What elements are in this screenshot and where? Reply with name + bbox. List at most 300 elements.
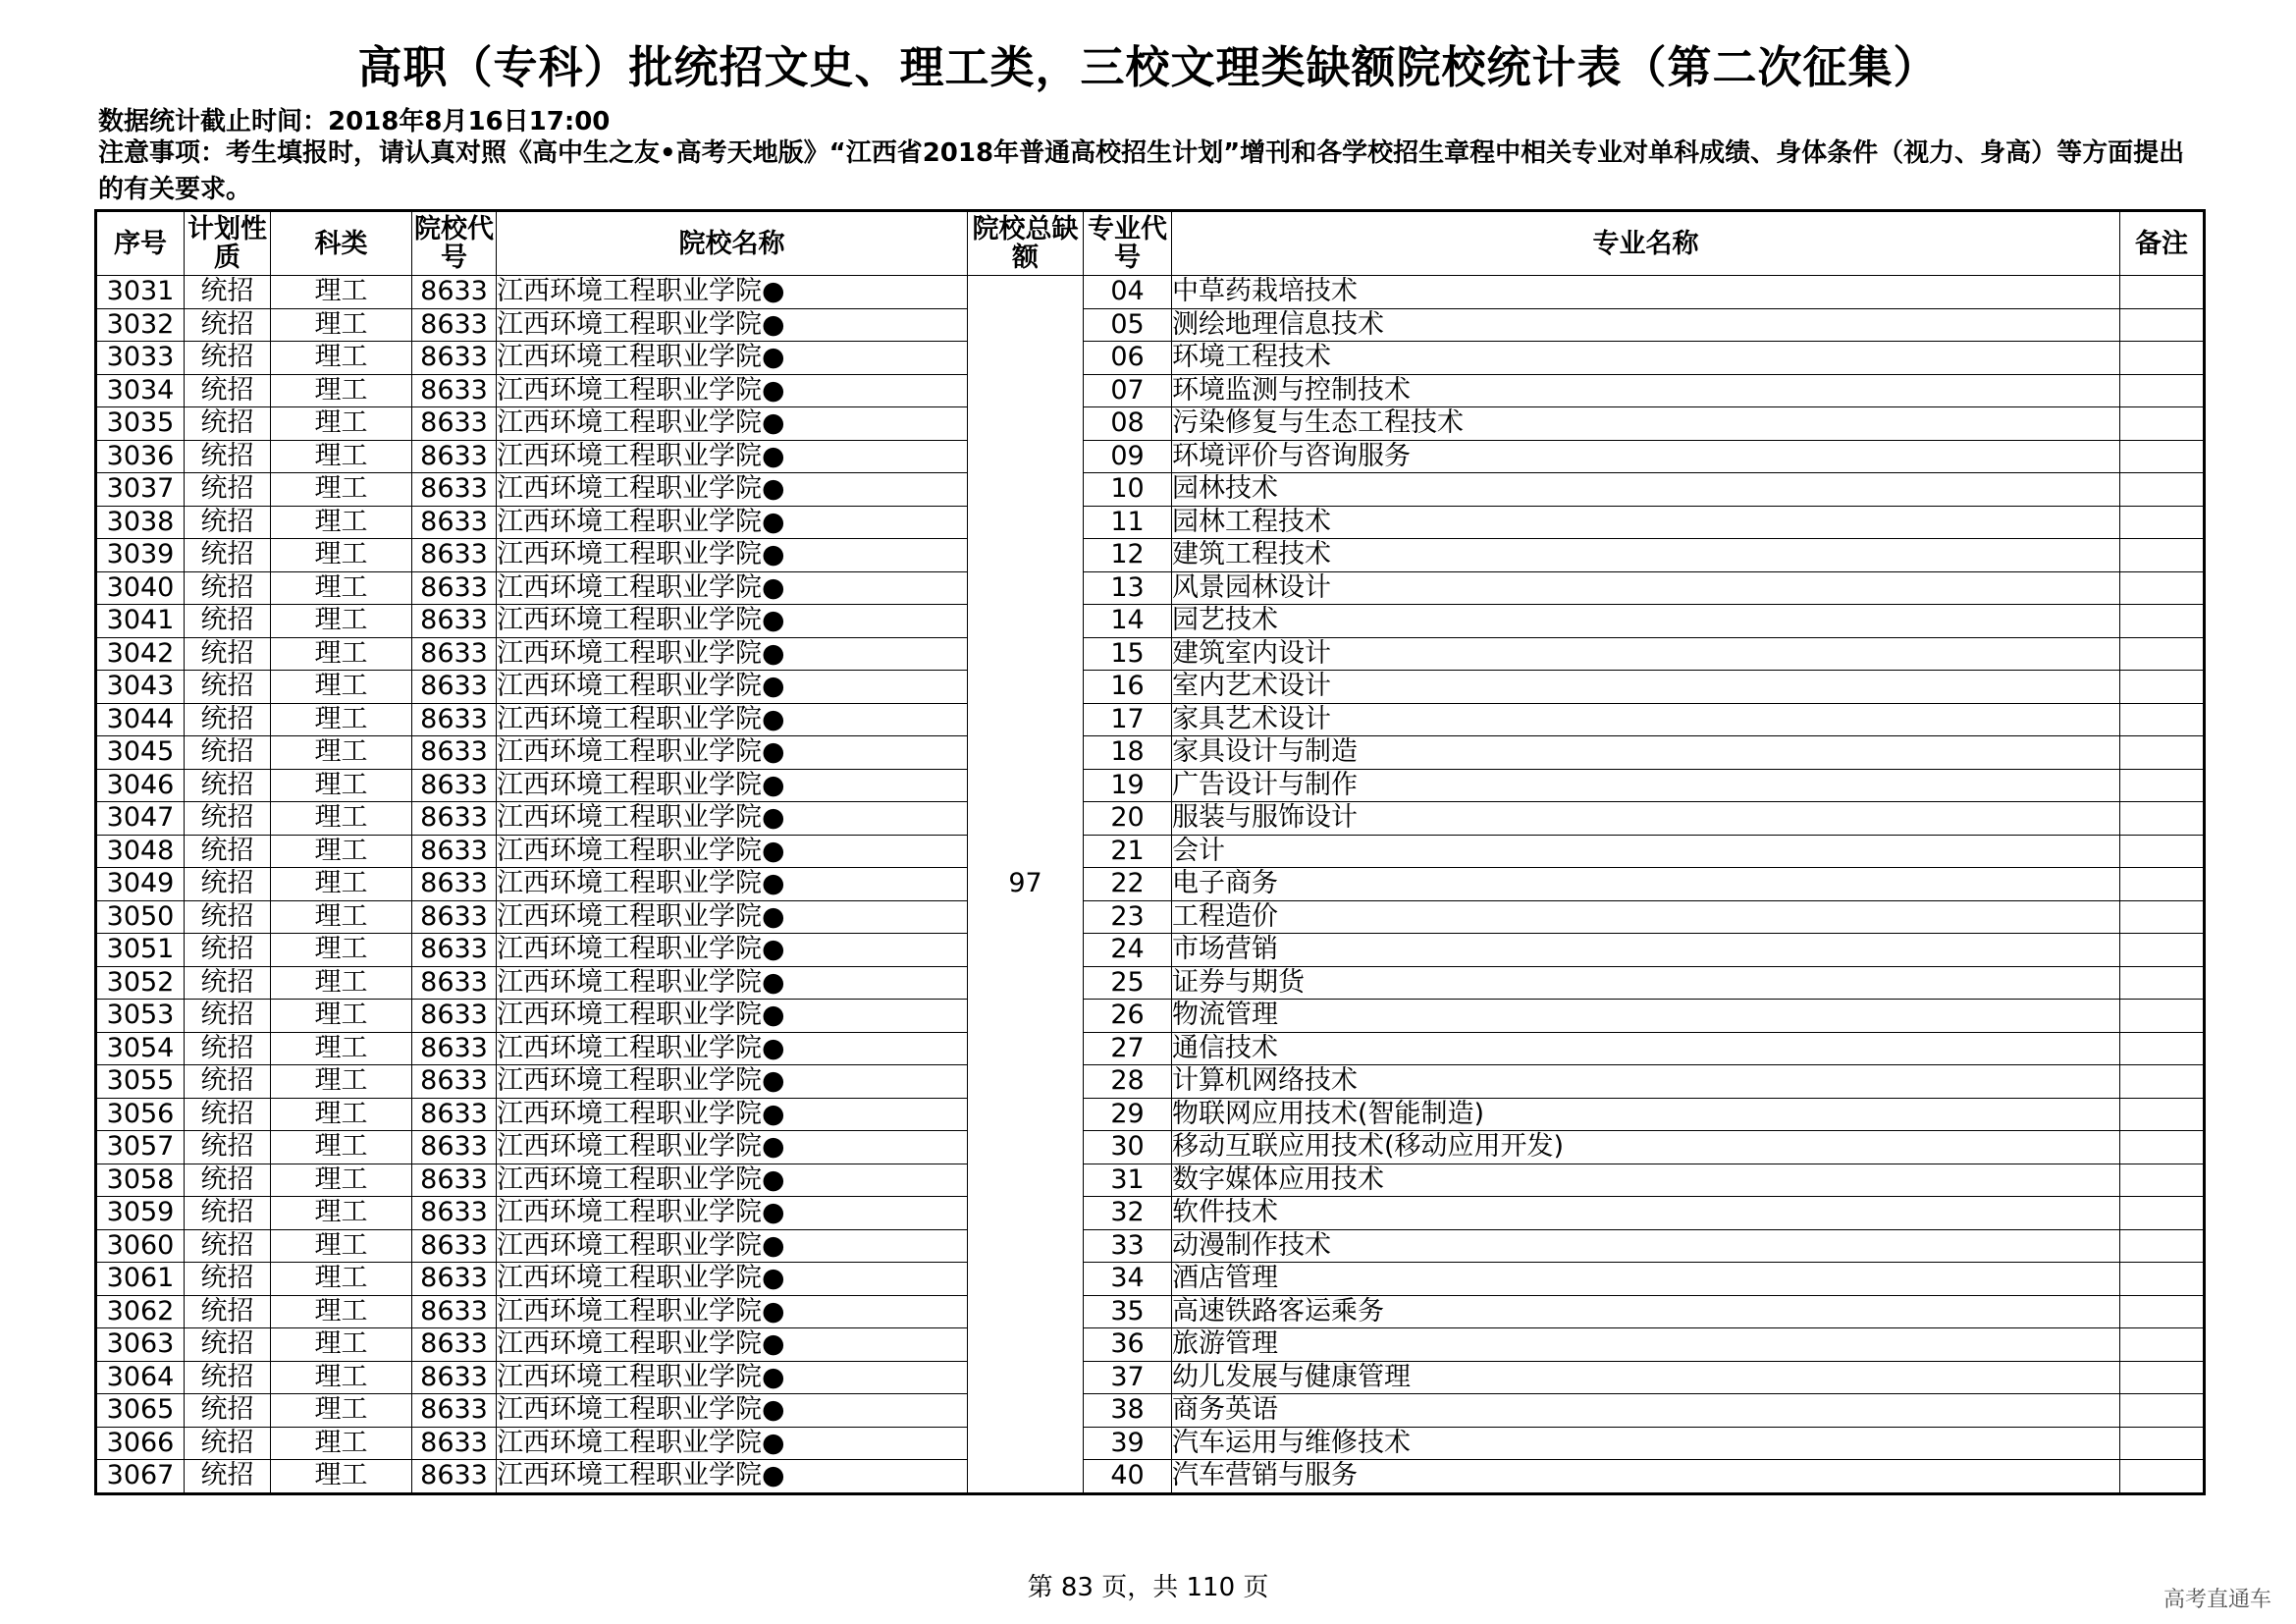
plan-cell: 统招 bbox=[185, 868, 271, 901]
major-name-cell: 酒店管理 bbox=[1172, 1263, 2120, 1296]
major-code-cell: 34 bbox=[1084, 1263, 1172, 1296]
seq-cell: 3042 bbox=[96, 637, 185, 671]
header-school-code: 院校代号 bbox=[412, 211, 497, 276]
seq-cell: 3056 bbox=[96, 1098, 185, 1131]
category-cell: 理工 bbox=[271, 769, 412, 802]
remark-cell bbox=[2120, 1164, 2205, 1197]
seq-cell: 3055 bbox=[96, 1065, 185, 1099]
school-code-cell: 8633 bbox=[412, 868, 497, 901]
school-name-cell: 江西环境工程职业学院● bbox=[497, 1131, 968, 1164]
category-cell: 理工 bbox=[271, 571, 412, 605]
category-cell: 理工 bbox=[271, 1328, 412, 1362]
remark-cell bbox=[2120, 1197, 2205, 1230]
seq-cell: 3060 bbox=[96, 1229, 185, 1263]
major-code-cell: 06 bbox=[1084, 342, 1172, 375]
major-code-cell: 38 bbox=[1084, 1394, 1172, 1428]
school-code-cell: 8633 bbox=[412, 1000, 497, 1033]
table-row bbox=[96, 966, 2205, 1000]
plan-cell: 统招 bbox=[185, 1164, 271, 1197]
table-row bbox=[96, 934, 2205, 967]
plan-cell: 统招 bbox=[185, 835, 271, 868]
category-cell: 理工 bbox=[271, 1164, 412, 1197]
category-cell: 理工 bbox=[271, 1263, 412, 1296]
school-code-cell: 8633 bbox=[412, 440, 497, 473]
seq-cell: 3043 bbox=[96, 671, 185, 704]
remark-cell bbox=[2120, 605, 2205, 638]
school-name-cell: 江西环境工程职业学院● bbox=[497, 1328, 968, 1362]
remark-cell bbox=[2120, 934, 2205, 967]
category-cell: 理工 bbox=[271, 835, 412, 868]
school-code-cell: 8633 bbox=[412, 671, 497, 704]
school-code-cell: 8633 bbox=[412, 900, 497, 934]
header-plan: 计划性质 bbox=[185, 211, 271, 276]
category-cell: 理工 bbox=[271, 671, 412, 704]
remark-cell bbox=[2120, 342, 2205, 375]
table-row bbox=[96, 671, 2205, 704]
seq-cell: 3046 bbox=[96, 769, 185, 802]
seq-cell: 3065 bbox=[96, 1394, 185, 1428]
category-cell: 理工 bbox=[271, 736, 412, 770]
major-code-cell: 04 bbox=[1084, 276, 1172, 309]
table-row bbox=[96, 571, 2205, 605]
category-cell: 理工 bbox=[271, 473, 412, 507]
school-code-cell: 8633 bbox=[412, 473, 497, 507]
seq-cell: 3040 bbox=[96, 571, 185, 605]
major-code-cell: 27 bbox=[1084, 1032, 1172, 1065]
plan-cell: 统招 bbox=[185, 276, 271, 309]
school-name-cell: 江西环境工程职业学院● bbox=[497, 1032, 968, 1065]
seq-cell: 3066 bbox=[96, 1427, 185, 1460]
table-row bbox=[96, 802, 2205, 836]
major-code-cell: 17 bbox=[1084, 703, 1172, 736]
plan-cell: 统招 bbox=[185, 802, 271, 836]
seq-cell: 3041 bbox=[96, 605, 185, 638]
seq-cell: 3047 bbox=[96, 802, 185, 836]
table-row bbox=[96, 1263, 2205, 1296]
major-code-cell: 14 bbox=[1084, 605, 1172, 638]
major-name-cell: 旅游管理 bbox=[1172, 1328, 2120, 1362]
major-code-cell: 20 bbox=[1084, 802, 1172, 836]
school-name-cell: 江西环境工程职业学院● bbox=[497, 802, 968, 836]
major-name-cell: 建筑工程技术 bbox=[1172, 539, 2120, 572]
remark-cell bbox=[2120, 835, 2205, 868]
remark-cell bbox=[2120, 440, 2205, 473]
school-code-cell: 8633 bbox=[412, 802, 497, 836]
school-code-cell: 8633 bbox=[412, 1328, 497, 1362]
school-code-cell: 8633 bbox=[412, 1098, 497, 1131]
plan-cell: 统招 bbox=[185, 1328, 271, 1362]
school-name-cell: 江西环境工程职业学院● bbox=[497, 407, 968, 441]
school-name-cell: 江西环境工程职业学院● bbox=[497, 1427, 968, 1460]
category-cell: 理工 bbox=[271, 966, 412, 1000]
school-name-cell: 江西环境工程职业学院● bbox=[497, 1394, 968, 1428]
page-title: 高职（专科）批统招文史、理工类，三校文理类缺额院校统计表（第二次征集） bbox=[357, 41, 1939, 93]
major-name-cell: 移动互联应用技术(移动应用开发) bbox=[1172, 1131, 2120, 1164]
school-name-cell: 江西环境工程职业学院● bbox=[497, 506, 968, 539]
plan-cell: 统招 bbox=[185, 473, 271, 507]
category-cell: 理工 bbox=[271, 1098, 412, 1131]
school-name-cell: 江西环境工程职业学院● bbox=[497, 1164, 968, 1197]
major-name-cell: 园林技术 bbox=[1172, 473, 2120, 507]
plan-cell: 统招 bbox=[185, 1427, 271, 1460]
category-cell: 理工 bbox=[271, 934, 412, 967]
major-code-cell: 30 bbox=[1084, 1131, 1172, 1164]
table-row bbox=[96, 440, 2205, 473]
school-name-cell: 江西环境工程职业学院● bbox=[497, 671, 968, 704]
school-code-cell: 8633 bbox=[412, 934, 497, 967]
table-header-row bbox=[96, 211, 2205, 276]
plan-cell: 统招 bbox=[185, 1131, 271, 1164]
table-row bbox=[96, 1427, 2205, 1460]
school-code-cell: 8633 bbox=[412, 276, 497, 309]
major-name-cell: 家具艺术设计 bbox=[1172, 703, 2120, 736]
major-name-cell: 测绘地理信息技术 bbox=[1172, 308, 2120, 342]
plan-cell: 统招 bbox=[185, 1361, 271, 1394]
school-code-cell: 8633 bbox=[412, 835, 497, 868]
school-code-cell: 8633 bbox=[412, 1065, 497, 1099]
major-name-cell: 建筑室内设计 bbox=[1172, 637, 2120, 671]
seq-cell: 3039 bbox=[96, 539, 185, 572]
category-cell: 理工 bbox=[271, 1394, 412, 1428]
plan-cell: 统招 bbox=[185, 506, 271, 539]
school-name-cell: 江西环境工程职业学院● bbox=[497, 308, 968, 342]
remark-cell bbox=[2120, 1427, 2205, 1460]
school-code-cell: 8633 bbox=[412, 374, 497, 407]
school-name-cell: 江西环境工程职业学院● bbox=[497, 1361, 968, 1394]
table-row bbox=[96, 1328, 2205, 1362]
school-name-cell: 江西环境工程职业学院● bbox=[497, 276, 968, 309]
major-code-cell: 26 bbox=[1084, 1000, 1172, 1033]
table-row bbox=[96, 1295, 2205, 1328]
school-name-cell: 江西环境工程职业学院● bbox=[497, 1065, 968, 1099]
category-cell: 理工 bbox=[271, 1131, 412, 1164]
major-name-cell: 计算机网络技术 bbox=[1172, 1065, 2120, 1099]
major-name-cell: 商务英语 bbox=[1172, 1394, 2120, 1428]
seq-cell: 3031 bbox=[96, 276, 185, 309]
seq-cell: 3049 bbox=[96, 868, 185, 901]
major-code-cell: 23 bbox=[1084, 900, 1172, 934]
school-name-cell: 江西环境工程职业学院● bbox=[497, 1295, 968, 1328]
school-code-cell: 8633 bbox=[412, 1032, 497, 1065]
plan-cell: 统招 bbox=[185, 571, 271, 605]
major-name-cell: 物联网应用技术(智能制造) bbox=[1172, 1098, 2120, 1131]
school-name-cell: 江西环境工程职业学院● bbox=[497, 342, 968, 375]
seq-cell: 3037 bbox=[96, 473, 185, 507]
major-name-cell: 高速铁路客运乘务 bbox=[1172, 1295, 2120, 1328]
seq-cell: 3035 bbox=[96, 407, 185, 441]
plan-cell: 统招 bbox=[185, 1098, 271, 1131]
remark-cell bbox=[2120, 506, 2205, 539]
major-name-cell: 环境评价与咨询服务 bbox=[1172, 440, 2120, 473]
remark-cell bbox=[2120, 1229, 2205, 1263]
category-cell: 理工 bbox=[271, 1065, 412, 1099]
major-code-cell: 05 bbox=[1084, 308, 1172, 342]
category-cell: 理工 bbox=[271, 605, 412, 638]
major-name-cell: 风景园林设计 bbox=[1172, 571, 2120, 605]
school-name-cell: 江西环境工程职业学院● bbox=[497, 736, 968, 770]
school-name-cell: 江西环境工程职业学院● bbox=[497, 571, 968, 605]
remark-cell bbox=[2120, 539, 2205, 572]
table-row bbox=[96, 868, 2205, 901]
major-code-cell: 25 bbox=[1084, 966, 1172, 1000]
table-row bbox=[96, 900, 2205, 934]
school-name-cell: 江西环境工程职业学院● bbox=[497, 835, 968, 868]
plan-cell: 统招 bbox=[185, 966, 271, 1000]
school-name-cell: 江西环境工程职业学院● bbox=[497, 900, 968, 934]
school-name-cell: 江西环境工程职业学院● bbox=[497, 1000, 968, 1033]
remark-cell bbox=[2120, 1295, 2205, 1328]
major-code-cell: 36 bbox=[1084, 1328, 1172, 1362]
plan-cell: 统招 bbox=[185, 1229, 271, 1263]
category-cell: 理工 bbox=[271, 342, 412, 375]
school-name-cell: 江西环境工程职业学院● bbox=[497, 1263, 968, 1296]
major-code-cell: 28 bbox=[1084, 1065, 1172, 1099]
major-name-cell: 通信技术 bbox=[1172, 1032, 2120, 1065]
major-code-cell: 29 bbox=[1084, 1098, 1172, 1131]
seq-cell: 3048 bbox=[96, 835, 185, 868]
plan-cell: 统招 bbox=[185, 342, 271, 375]
school-name-cell: 江西环境工程职业学院● bbox=[497, 1229, 968, 1263]
seq-cell: 3064 bbox=[96, 1361, 185, 1394]
remark-cell bbox=[2120, 374, 2205, 407]
school-name-cell: 江西环境工程职业学院● bbox=[497, 703, 968, 736]
table-row bbox=[96, 1098, 2205, 1131]
remark-cell bbox=[2120, 1394, 2205, 1428]
plan-cell: 统招 bbox=[185, 900, 271, 934]
page-footer: 第 83 页，共 110 页 bbox=[1027, 1573, 1269, 1602]
school-code-cell: 8633 bbox=[412, 1295, 497, 1328]
major-code-cell: 33 bbox=[1084, 1229, 1172, 1263]
category-cell: 理工 bbox=[271, 1361, 412, 1394]
table-row bbox=[96, 539, 2205, 572]
school-name-cell: 江西环境工程职业学院● bbox=[497, 966, 968, 1000]
major-code-cell: 21 bbox=[1084, 835, 1172, 868]
school-code-cell: 8633 bbox=[412, 1394, 497, 1428]
header-seq: 序号 bbox=[96, 211, 185, 276]
plan-cell: 统招 bbox=[185, 1394, 271, 1428]
vacancy-table bbox=[94, 209, 2206, 1495]
plan-cell: 统招 bbox=[185, 1460, 271, 1494]
major-code-cell: 24 bbox=[1084, 934, 1172, 967]
major-name-cell: 工程造价 bbox=[1172, 900, 2120, 934]
school-name-cell: 江西环境工程职业学院● bbox=[497, 473, 968, 507]
school-code-cell: 8633 bbox=[412, 1460, 497, 1494]
school-code-cell: 8633 bbox=[412, 605, 497, 638]
category-cell: 理工 bbox=[271, 900, 412, 934]
school-name-cell: 江西环境工程职业学院● bbox=[497, 440, 968, 473]
school-code-cell: 8633 bbox=[412, 736, 497, 770]
school-code-cell: 8633 bbox=[412, 571, 497, 605]
category-cell: 理工 bbox=[271, 407, 412, 441]
plan-cell: 统招 bbox=[185, 440, 271, 473]
major-name-cell: 园艺技术 bbox=[1172, 605, 2120, 638]
major-name-cell: 软件技术 bbox=[1172, 1197, 2120, 1230]
remark-cell bbox=[2120, 1000, 2205, 1033]
major-name-cell: 污染修复与生态工程技术 bbox=[1172, 407, 2120, 441]
header-school-name: 院校名称 bbox=[497, 211, 968, 276]
major-code-cell: 13 bbox=[1084, 571, 1172, 605]
category-cell: 理工 bbox=[271, 1295, 412, 1328]
category-cell: 理工 bbox=[271, 374, 412, 407]
table-row bbox=[96, 276, 2205, 309]
category-cell: 理工 bbox=[271, 703, 412, 736]
school-code-cell: 8633 bbox=[412, 308, 497, 342]
remark-cell bbox=[2120, 900, 2205, 934]
table-row bbox=[96, 703, 2205, 736]
header-major-name: 专业名称 bbox=[1172, 211, 2120, 276]
table-row bbox=[96, 835, 2205, 868]
seq-cell: 3054 bbox=[96, 1032, 185, 1065]
major-name-cell: 物流管理 bbox=[1172, 1000, 2120, 1033]
category-cell: 理工 bbox=[271, 276, 412, 309]
major-name-cell: 家具设计与制造 bbox=[1172, 736, 2120, 770]
table-row bbox=[96, 473, 2205, 507]
category-cell: 理工 bbox=[271, 1032, 412, 1065]
school-code-cell: 8633 bbox=[412, 1427, 497, 1460]
major-name-cell: 环境工程技术 bbox=[1172, 342, 2120, 375]
plan-cell: 统招 bbox=[185, 1295, 271, 1328]
table-row bbox=[96, 736, 2205, 770]
remark-cell bbox=[2120, 308, 2205, 342]
seq-cell: 3058 bbox=[96, 1164, 185, 1197]
major-name-cell: 汽车运用与维修技术 bbox=[1172, 1427, 2120, 1460]
seq-cell: 3036 bbox=[96, 440, 185, 473]
remark-cell bbox=[2120, 1361, 2205, 1394]
category-cell: 理工 bbox=[271, 802, 412, 836]
seq-cell: 3045 bbox=[96, 736, 185, 770]
school-name-cell: 江西环境工程职业学院● bbox=[497, 1197, 968, 1230]
school-code-cell: 8633 bbox=[412, 1164, 497, 1197]
plan-cell: 统招 bbox=[185, 605, 271, 638]
major-name-cell: 环境监测与控制技术 bbox=[1172, 374, 2120, 407]
plan-cell: 统招 bbox=[185, 703, 271, 736]
school-name-cell: 江西环境工程职业学院● bbox=[497, 868, 968, 901]
category-cell: 理工 bbox=[271, 1197, 412, 1230]
plan-cell: 统招 bbox=[185, 671, 271, 704]
header-category: 科类 bbox=[271, 211, 412, 276]
major-name-cell: 服装与服饰设计 bbox=[1172, 802, 2120, 836]
seq-cell: 3032 bbox=[96, 308, 185, 342]
table-row bbox=[96, 769, 2205, 802]
major-code-cell: 35 bbox=[1084, 1295, 1172, 1328]
remark-cell bbox=[2120, 1098, 2205, 1131]
remark-cell bbox=[2120, 966, 2205, 1000]
school-code-cell: 8633 bbox=[412, 342, 497, 375]
major-code-cell: 31 bbox=[1084, 1164, 1172, 1197]
remark-cell bbox=[2120, 736, 2205, 770]
category-cell: 理工 bbox=[271, 868, 412, 901]
major-name-cell: 广告设计与制作 bbox=[1172, 769, 2120, 802]
seq-cell: 3059 bbox=[96, 1197, 185, 1230]
school-code-cell: 8633 bbox=[412, 637, 497, 671]
major-code-cell: 39 bbox=[1084, 1427, 1172, 1460]
major-code-cell: 32 bbox=[1084, 1197, 1172, 1230]
table-row bbox=[96, 605, 2205, 638]
remark-cell bbox=[2120, 571, 2205, 605]
table-row bbox=[96, 506, 2205, 539]
major-name-cell: 汽车营销与服务 bbox=[1172, 1460, 2120, 1494]
remark-cell bbox=[2120, 637, 2205, 671]
plan-cell: 统招 bbox=[185, 736, 271, 770]
notice-text: 注意事项：考生填报时，请认真对照《高中生之友•高考天地版》“江西省2018年普通高校招生计划”增刊和各学校招生章程中相关专业对单科成绩、身体条件（视力、身高）等方面提出的有关要求。 bbox=[98, 138, 2185, 204]
table-row bbox=[96, 1460, 2205, 1494]
school-code-cell: 8633 bbox=[412, 769, 497, 802]
major-code-cell: 12 bbox=[1084, 539, 1172, 572]
table-body bbox=[96, 276, 2205, 1494]
remark-cell bbox=[2120, 473, 2205, 507]
plan-cell: 统招 bbox=[185, 769, 271, 802]
major-code-cell: 19 bbox=[1084, 769, 1172, 802]
major-name-cell: 电子商务 bbox=[1172, 868, 2120, 901]
category-cell: 理工 bbox=[271, 539, 412, 572]
table-row bbox=[96, 1131, 2205, 1164]
school-name-cell: 江西环境工程职业学院● bbox=[497, 374, 968, 407]
school-code-cell: 8633 bbox=[412, 407, 497, 441]
school-name-cell: 江西环境工程职业学院● bbox=[497, 934, 968, 967]
table-row bbox=[96, 1229, 2205, 1263]
seq-cell: 3044 bbox=[96, 703, 185, 736]
major-name-cell: 动漫制作技术 bbox=[1172, 1229, 2120, 1263]
major-code-cell: 15 bbox=[1084, 637, 1172, 671]
plan-cell: 统招 bbox=[185, 407, 271, 441]
seq-cell: 3033 bbox=[96, 342, 185, 375]
plan-cell: 统招 bbox=[185, 1032, 271, 1065]
major-name-cell: 中草药栽培技术 bbox=[1172, 276, 2120, 309]
remark-cell bbox=[2120, 276, 2205, 309]
major-code-cell: 11 bbox=[1084, 506, 1172, 539]
category-cell: 理工 bbox=[271, 1460, 412, 1494]
major-name-cell: 市场营销 bbox=[1172, 934, 2120, 967]
seq-cell: 3061 bbox=[96, 1263, 185, 1296]
major-code-cell: 07 bbox=[1084, 374, 1172, 407]
school-code-cell: 8633 bbox=[412, 703, 497, 736]
remark-cell bbox=[2120, 703, 2205, 736]
table-row bbox=[96, 1065, 2205, 1099]
remark-cell bbox=[2120, 1032, 2205, 1065]
watermark: 高考直通车 bbox=[2163, 1588, 2272, 1612]
major-code-cell: 22 bbox=[1084, 868, 1172, 901]
plan-cell: 统招 bbox=[185, 374, 271, 407]
remark-cell bbox=[2120, 802, 2205, 836]
table-row bbox=[96, 637, 2205, 671]
remark-cell bbox=[2120, 1065, 2205, 1099]
school-code-cell: 8633 bbox=[412, 539, 497, 572]
school-code-cell: 8633 bbox=[412, 1131, 497, 1164]
major-name-cell: 数字媒体应用技术 bbox=[1172, 1164, 2120, 1197]
seq-cell: 3051 bbox=[96, 934, 185, 967]
plan-cell: 统招 bbox=[185, 308, 271, 342]
table-row bbox=[96, 374, 2205, 407]
remark-cell bbox=[2120, 671, 2205, 704]
plan-cell: 统招 bbox=[185, 1065, 271, 1099]
total-vacancy-cell: 97 bbox=[968, 276, 1084, 1494]
remark-cell bbox=[2120, 1131, 2205, 1164]
school-name-cell: 江西环境工程职业学院● bbox=[497, 1098, 968, 1131]
header-major-code: 专业代号 bbox=[1084, 211, 1172, 276]
remark-cell bbox=[2120, 769, 2205, 802]
seq-cell: 3034 bbox=[96, 374, 185, 407]
seq-cell: 3053 bbox=[96, 1000, 185, 1033]
table-row bbox=[96, 342, 2205, 375]
plan-cell: 统招 bbox=[185, 1000, 271, 1033]
remark-cell bbox=[2120, 1460, 2205, 1494]
seq-cell: 3067 bbox=[96, 1460, 185, 1494]
remark-cell bbox=[2120, 1263, 2205, 1296]
school-code-cell: 8633 bbox=[412, 1229, 497, 1263]
major-code-cell: 10 bbox=[1084, 473, 1172, 507]
table-row bbox=[96, 1197, 2205, 1230]
plan-cell: 统招 bbox=[185, 1197, 271, 1230]
